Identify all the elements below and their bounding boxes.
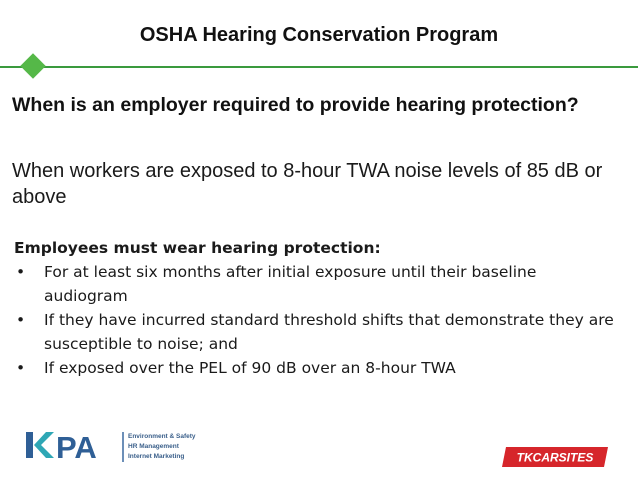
kpa-logo [26, 424, 118, 468]
kpa-tagline-line: HR Management [128, 443, 179, 450]
bullet-list [14, 260, 614, 380]
bullet-text: If exposed over the PEL of 90 dB over an 8-hour TWA [44, 359, 456, 377]
tkcarsites-logo [500, 446, 610, 468]
diamond-icon [20, 53, 45, 78]
bullet-item [14, 260, 614, 308]
bullet-text: For at least six months after initial exposure until their baseline audiogram [44, 263, 537, 305]
footer [0, 424, 638, 479]
kpa-tagline-line: Environment & Safety [128, 433, 196, 440]
bullet-item [14, 308, 614, 356]
employees-heading: Employees must wear hearing protection: [14, 239, 381, 257]
bullet-item [14, 356, 614, 380]
title-divider [0, 66, 638, 68]
kpa-tagline-line: Internet Marketing [128, 453, 185, 460]
bullet-icon: • [16, 359, 26, 377]
tkcarsites-logo-text: TKCARSITES [516, 450, 594, 465]
bullet-text: If they have incurred standard threshold shifts that demonstrate they are susceptible to noise; and [44, 311, 614, 353]
bullet-icon: • [16, 311, 26, 329]
slide-title: OSHA Hearing Conservation Program [139, 24, 499, 46]
answer-text: When workers are exposed to 8-hour TWA noise levels of 85 dB or above [12, 160, 603, 208]
question-text: When is an employer required to provide hearing protection? [12, 94, 579, 116]
kpa-logo-text: PA [56, 430, 97, 465]
bullet-icon: • [16, 263, 26, 281]
kpa-tagline [122, 432, 196, 462]
employees-section [14, 236, 614, 380]
